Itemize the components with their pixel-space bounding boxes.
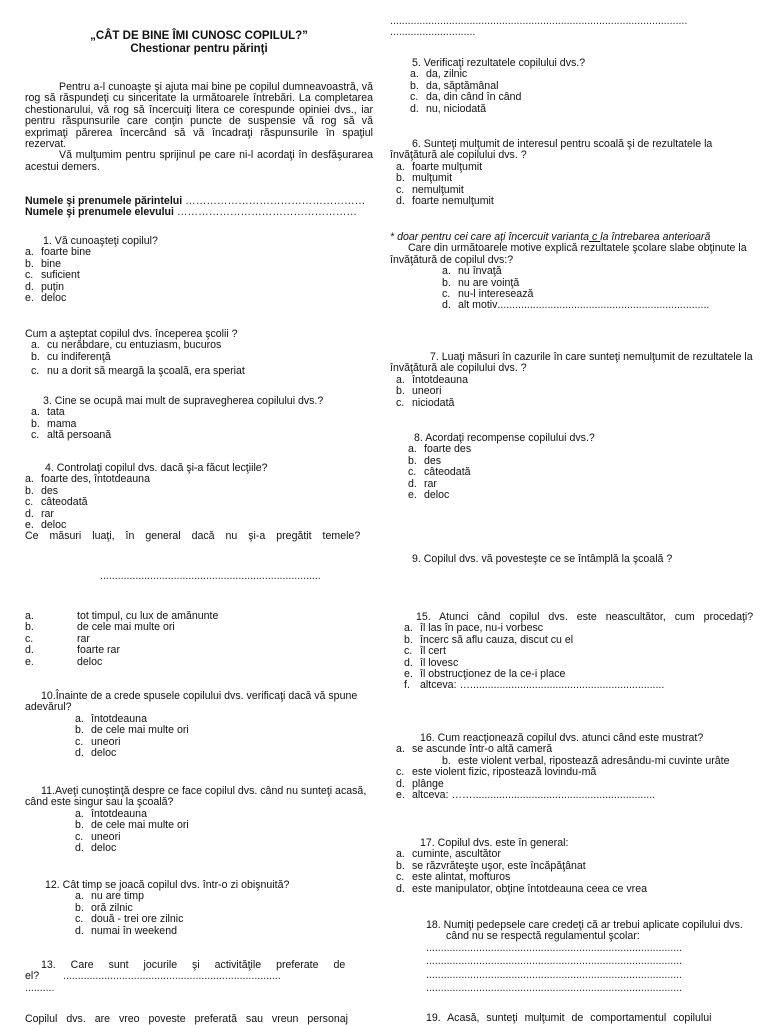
intro-text: [25, 82, 373, 173]
q16-option-b[interactable]: b. este violent verbal, ripostează adresându-mi cuvinte urâte: [442, 754, 730, 767]
q7-option-a[interactable]: a. întotdeauna: [396, 373, 468, 386]
student-name-label: Numele şi prenumele elevului: [25, 206, 174, 219]
q8-option-e[interactable]: e. deloc: [408, 489, 450, 502]
q18-answer-line-4[interactable]: .......................................................................................: [426, 982, 683, 995]
q15-option-d[interactable]: d. îl lovesc: [404, 656, 459, 669]
q3-option-b[interactable]: b. mama: [31, 417, 77, 430]
q9-option-e[interactable]: e. deloc: [25, 655, 103, 668]
question-19: [426, 1013, 760, 1024]
q17-option-d[interactable]: d. este manipulator, obţine întotdeauna ceea ce vrea: [396, 882, 647, 895]
q8-option-d[interactable]: d. rar: [408, 477, 437, 490]
question-9-options: [25, 611, 373, 668]
q16-option-c[interactable]: c. este violent fizic, ripostează lovindu-mă: [396, 766, 597, 779]
q11-option-a[interactable]: a. întotdeauna: [75, 807, 147, 820]
q4-option-d[interactable]: d. rar: [25, 507, 54, 520]
q12-option-c[interactable]: c. două - trei ore zilnic: [75, 913, 184, 926]
q1-option-c[interactable]: c. suficient: [25, 269, 80, 282]
question-16: [390, 733, 760, 801]
question-9-text: 9. Copilul dvs. vă povesteşte ce se întâmplă la şcoală ?: [412, 553, 673, 565]
q17-option-a[interactable]: a. cuminte, ascultător: [396, 848, 501, 861]
q2-option-a[interactable]: a. cu nerăbdare, cu entuziasm, bucuros: [31, 339, 222, 352]
q2-option-c[interactable]: c. nu a dorit să meargă la şcoală, era speriat: [31, 365, 245, 378]
q15-option-a[interactable]: a. îl las în pace, nu-i vorbesc: [404, 622, 544, 635]
q16-option-d[interactable]: d. plânge: [396, 777, 444, 790]
parent-name-label: Numele şi prenumele părintelui: [25, 195, 183, 207]
question-11: [25, 786, 373, 854]
question-10-text: 10.Înainte de a crede spusele copilului dvs. verificaţi dacă vă spune adevărul?: [25, 690, 358, 714]
question-9: [390, 554, 760, 565]
q15-option-f[interactable]: f. altceva: …..................................................................: [404, 679, 665, 692]
question-6: [390, 139, 760, 207]
q13-answer-field-2[interactable]: ..........: [25, 981, 55, 994]
question-4: [25, 462, 373, 582]
q6-option-c[interactable]: c. nemulţumit: [396, 183, 464, 196]
question-15-text: 15. Atunci când copilul dvs. este neascultător, cum procedaţi?: [416, 611, 754, 623]
question-16-text: 16. Cum reacţionează copilul dvs. atunci când este mustrat?: [420, 732, 704, 744]
q8-option-a[interactable]: a. foarte des: [408, 443, 472, 456]
question-10: [25, 691, 373, 759]
q12-option-b[interactable]: b. oră zilnic: [75, 901, 133, 914]
q15-option-e[interactable]: e. îl obstrucţionez de la ce-i place: [404, 668, 566, 681]
q3-option-a[interactable]: a. tata: [31, 406, 65, 419]
question-13: [25, 960, 373, 994]
q4-option-c[interactable]: c. câteodată: [25, 496, 88, 509]
q15-option-b[interactable]: b. încerc să aflu cauza, discut cu el: [404, 633, 574, 646]
q4b-answer-field[interactable]: ...........................................................................: [100, 570, 321, 582]
q8-option-b[interactable]: b. des: [408, 454, 442, 467]
question-14: [25, 1014, 373, 1025]
question-6b-text: Care din următoarele motive explică rezultatele şcolare slabe obţinute la învăţătură de copilul dvs:?: [390, 242, 747, 266]
q1-option-b[interactable]: b. bine: [25, 257, 62, 270]
q6-option-a[interactable]: a. foarte mulţumit: [396, 160, 483, 173]
q9-option-c[interactable]: c. rar: [25, 632, 90, 645]
q6b-option-b[interactable]: b. nu are voinţă: [442, 276, 520, 289]
q12-option-a[interactable]: a. nu are timp: [75, 890, 144, 903]
question-7-text: 7. Luaţi măsuri în cazurile în care sunteţi nemulţumit de rezultatele la învăţătură ale copilului dvs. ?: [390, 351, 753, 375]
q6b-option-a[interactable]: a. nu învaţă: [442, 265, 502, 278]
q9-option-b[interactable]: b. de cele mai multe ori: [25, 621, 175, 634]
q10-option-a[interactable]: a. întotdeauna: [75, 712, 147, 725]
q11-option-c[interactable]: c. uneori: [75, 830, 121, 843]
question-3: [25, 396, 373, 442]
question-14-text: Copilul dvs. are vreo poveste preferată sau vreun personaj: [25, 1013, 349, 1025]
q4-option-a[interactable]: a. foarte des, întotdeauna: [25, 473, 150, 486]
q18-answer-line-1[interactable]: .......................................................................................: [426, 941, 683, 954]
q13-answer-field[interactable]: ..........................................................................: [63, 970, 281, 982]
top-right-dots: [390, 16, 760, 39]
document-title: „CÂT DE BINE ÎMI CUNOSC COPILUL?”: [90, 30, 308, 42]
document-subtitle: Chestionar pentru părinţi: [130, 43, 268, 55]
left-column-top: [25, 30, 373, 56]
q10-option-c[interactable]: c. uneori: [75, 735, 121, 748]
parent-name-field[interactable]: ……………………………………………: [185, 195, 366, 207]
q5-option-c[interactable]: c. da, din când în când: [410, 91, 522, 104]
q3-option-c[interactable]: c. altă persoană: [31, 429, 112, 442]
q5-option-b[interactable]: b. da, săptămânal: [410, 79, 499, 92]
question-1-text: 1. Vă cunoaşteţi copilul?: [43, 235, 158, 247]
intro-paragraph-2: Vă mulţumim pentru sprijinul pe care ni-l acordaţi în desfăşurarea acestui demers.: [25, 149, 373, 173]
q15-option-c[interactable]: c. îl cert: [404, 645, 446, 658]
q8-option-c[interactable]: c. câteodată: [408, 466, 471, 479]
question-18: [426, 920, 760, 994]
q17-option-b[interactable]: b. se răzvrăteşte uşor, este încăpăţânat: [396, 859, 586, 872]
question-4b-text: Ce măsuri luaţi, în general dacă nu şi-a pregătit temele?: [25, 530, 361, 543]
question-8: [390, 433, 760, 501]
question-17: [390, 838, 760, 895]
question-5-text: 5. Verificaţi rezultatele copilului dvs.?: [412, 57, 586, 69]
q16-option-a[interactable]: a. se ascunde într-o altă cameră: [396, 743, 553, 756]
question-4-text: 4. Controlaţi copilul dvs. dacă şi-a făcut lecţiile?: [45, 462, 268, 474]
student-name-field[interactable]: ……………………………………………: [176, 206, 358, 219]
q1-option-a[interactable]: a. foarte bine: [25, 246, 92, 259]
q11-option-b[interactable]: b. de cele mai multe ori: [75, 819, 189, 832]
q2-option-b[interactable]: b. cu indiferenţă: [31, 350, 111, 363]
q1-option-e[interactable]: e. deloc: [25, 292, 67, 305]
q4-option-b[interactable]: b. des: [25, 484, 59, 497]
q10-option-d[interactable]: d. deloc: [75, 747, 117, 760]
question-18-text: 18. Numiţi pedepsele care credeţi că ar trebui aplicate copilului dvs. când nu se respectă regulamentul şcolar:: [426, 919, 743, 943]
question-12-text: 12. Cât timp se joacă copilul dvs. într-o zi obişnuită?: [45, 879, 290, 891]
q12-option-d[interactable]: d. numai în weekend: [75, 924, 177, 937]
q6b-option-d[interactable]: d. alt motiv ........................................................................: [442, 299, 710, 312]
question-15: [390, 612, 760, 692]
question-2: [25, 329, 373, 378]
question-12: [25, 880, 373, 937]
q17-option-c[interactable]: c. este alintat, mofturos: [396, 871, 511, 884]
question-5: [390, 58, 760, 115]
names-block: [25, 196, 373, 219]
q4-option-e[interactable]: e. deloc: [25, 519, 67, 532]
question-2-text: Cum a aşteptat copilul dvs. începerea şcolii ?: [25, 328, 238, 340]
q16-option-e[interactable]: e. altceva: ……..............................................................: [396, 789, 656, 802]
question-6b: [390, 232, 760, 312]
q18-answer-line-2[interactable]: .......................................................................................: [426, 955, 683, 968]
q7-option-c[interactable]: c. niciodată: [396, 396, 455, 409]
q6-option-b[interactable]: b. mulţumit: [396, 172, 453, 185]
answer-field-continuation[interactable]: .....................................................................................................: [390, 15, 688, 27]
q6-option-d[interactable]: d. foarte nemulţumit: [396, 195, 494, 208]
question-3-text: 3. Cine se ocupă mai mult de supravegherea copilului dvs.?: [43, 395, 324, 407]
intro-paragraph-1: Pentru a-l cunoaşte şi ajuta mai bine pe copilul dumneavoastră, vă rog să răspundeţi cu sinceritate la următoarele întrebări. La completarea chestionarului, vă rog să încercuiţi litera ce corespunde opiniei dvs., iar pentru răspunsurile care conţin puncte de suspensie vă rog să vă exprimaţi părerea încercând să vă încadraţi răspunsurile în spaţiul rezervat.: [25, 81, 373, 151]
q1-option-d[interactable]: d. puţin: [25, 280, 64, 293]
question-17-text: 17. Copilul dvs. este în general:: [420, 837, 569, 849]
question-7: [390, 352, 760, 409]
q9-option-d[interactable]: d. foarte rar: [25, 644, 120, 657]
q6b-other-field[interactable]: ........................................................................: [497, 299, 710, 312]
question-11-text: 11.Aveţi cunoştinţă despre ce face copilul dvs. când nu sunteţi acasă, când este singur sau la şcoală?: [25, 785, 367, 809]
q10-option-b[interactable]: b. de cele mai multe ori: [75, 724, 189, 737]
question-13-text: 13. Care sunt jocurile şi activităţile preferate de el?: [25, 959, 346, 983]
answer-field-continuation-2[interactable]: .............................: [390, 26, 476, 39]
question-6-text: 6. Sunteţi mulţumit de interesul pentru scoală şi de rezultatele la învăţătură ale copilului dvs. ?: [390, 138, 713, 162]
question-8-text: 8. Acordaţi recompense copilului dvs.?: [414, 432, 595, 444]
q7-option-b[interactable]: b. uneori: [396, 385, 442, 398]
q11-option-d[interactable]: d. deloc: [75, 842, 117, 855]
q6b-option-c[interactable]: c. nu-l interesează: [442, 288, 534, 301]
question-19-text: 19. Acasă, sunteţi mulţumit de comportamentul copilului: [426, 1012, 712, 1024]
q9-option-a[interactable]: a. tot timpul, cu lux de amănunte: [25, 610, 219, 622]
q18-answer-line-3[interactable]: .......................................................................................: [426, 968, 683, 981]
question-1: [25, 236, 373, 304]
q5-option-a[interactable]: a. da, zilnic: [410, 68, 468, 81]
q6b-note: * doar pentru cei care aţi încercuit varianta c la întrebarea anterioară: [390, 231, 711, 243]
q5-option-d[interactable]: d. nu, niciodată: [410, 102, 487, 115]
